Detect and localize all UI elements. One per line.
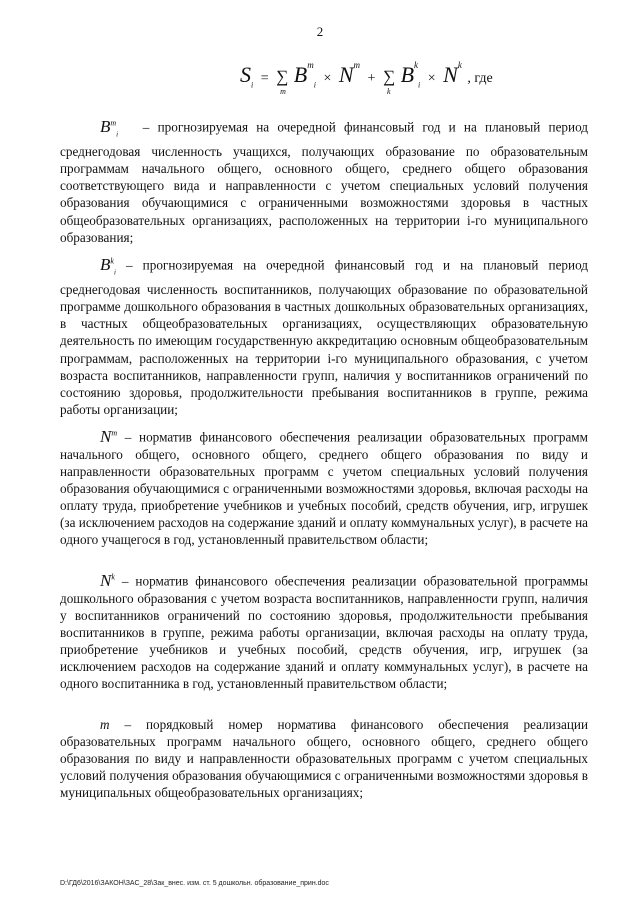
formula-term2-b-sub: i	[418, 80, 421, 90]
definition-n-k	[60, 568, 588, 692]
definition-b-k	[60, 252, 588, 418]
definition-symbol: m	[100, 717, 110, 732]
definition-text: – норматив финансового обеспечения реализации образовательных программ начального общего, основного общего, среднего общего образования по виду и направленности образовательных программ с учетом специальных условий получения образования обучающимися с ограниченными возможностями здоровья, включая расходы на оплату труда, приобретение учебников и учебных пособий, средств обучения, игр, игрушек (за исключением расходов на содержание зданий и оплату коммунальных услуг), в расчете на одного учащегося в год, установленный правительством области;	[60, 429, 588, 548]
formula-lhs: S	[240, 62, 251, 87]
definition-text: – прогнозируемая на очередной финансовый год и на плановый период среднегодовая численность воспитанников, получающих образование по образовательной программе дошкольного образования в частных дошкольных образовательных организациях, в частных общеобразовательных организациях, осуществляющих образовательную деятельность по имеющим государственную аккредитацию основным общеобразовательным программам, расположенных на территории i-го муниципального образования, с учетом возраста воспитанников, направленности групп, наличия у воспитанников ограничений по состоянию здоровья, продолжительности пребывания воспитанников в группе, режима работы организации;	[60, 257, 589, 417]
formula-term1-n-sup: m	[353, 59, 361, 70]
formula-sum2: ∑ k	[382, 67, 396, 96]
formula-times-1: ×	[323, 71, 332, 86]
formula-plus: +	[367, 71, 376, 86]
definition-symbol: $B^m_i$	[100, 116, 119, 139]
formula-term1-n: N	[338, 62, 354, 87]
footer-file-path: D:\ГД6\2016\ЗАКОН\ЗАС_28\Зак_внес. изм. ст. 5 дошкольн. образование_прин.doc	[60, 880, 329, 887]
formula-sum1-index: m	[280, 87, 286, 96]
formula-sum1: ∑ m	[276, 67, 289, 96]
definition-n-m	[60, 424, 588, 548]
formula-term2-n: N	[443, 62, 458, 87]
formula-equals: =	[260, 71, 269, 86]
formula-lhs-sub: i	[251, 80, 254, 90]
formula-term2-b-sup: k	[414, 59, 419, 70]
definition-text: – норматив финансового обеспечения реализации образовательной программы дошкольного образования с учетом возраста воспитанников, направленности групп, наличия у воспитанников ограничений по состоянию здоровья, продолжительности пребывания воспитанников в группе, режима работы организации, включая расходы на оплату труда, приобретение учебников и учебных пособий, средств обучения, игр, игрушек (за исключением расходов на содержание зданий и оплату коммунальных услуг), в расчете на одного воспитанника в год, установленный правительством области;	[60, 573, 588, 692]
definition-text: – порядковый номер норматива финансового обеспечения реализации образовательных программ начального общего, основного общего, среднего общего образования по виду и направленности образовательных программ с учетом специальных условий получения образования обучающимися с ограниченными возможностями здоровья в муниципальных общеобразовательных организациях;	[60, 717, 589, 801]
definition-symbol: $B^k_i$	[100, 254, 116, 277]
page-number: 2	[316, 24, 324, 39]
definition-b-m	[60, 114, 588, 246]
definition-text: – прогнозируемая на очередной финансовый год и на плановый период среднегодовая численность учащихся, получающих образование по образовательным программам начального общего, основного общего, среднего общего образования соответствующего вида и направленности с учетом специальных условий получения образования обучающимися с ограниченными возможностями здоровья в частных общеобразовательных организациях, расположенных на территории i-го муниципального образования;	[60, 119, 589, 245]
formula-sum2-index: k	[386, 87, 391, 96]
formula-term1-b-sup: m	[307, 59, 314, 70]
formula-times-2: ×	[427, 71, 436, 86]
definition-symbol: $N^k$	[100, 570, 115, 590]
definition-symbol: $N^m$	[100, 426, 118, 446]
formula-term1-b: B	[293, 62, 308, 87]
formula-term2-n-sup: k	[457, 59, 462, 70]
definition-m	[60, 716, 588, 801]
formula-tail: , где	[467, 71, 493, 86]
formula	[240, 59, 493, 102]
formula-term1-b-sub: i	[313, 80, 316, 90]
formula-term2-b: B	[400, 62, 415, 87]
